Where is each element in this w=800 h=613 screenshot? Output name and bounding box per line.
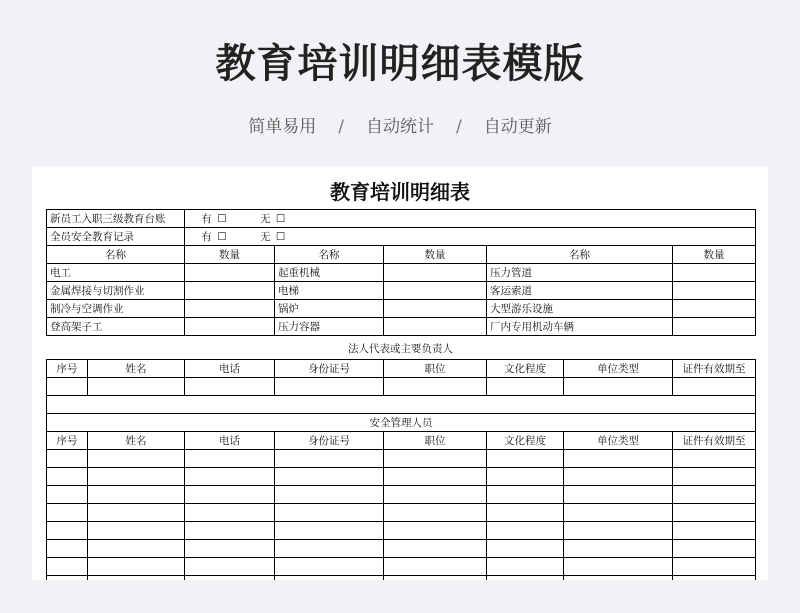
cell[interactable] (564, 522, 673, 540)
cell[interactable] (564, 558, 673, 576)
equipment-qty[interactable] (185, 300, 275, 318)
equipment-qty[interactable] (384, 264, 487, 282)
cell[interactable] (275, 468, 384, 486)
equipment-name: 锅炉 (275, 300, 384, 318)
feature-easy: 简单易用 (248, 117, 317, 137)
header-cell: 序号 (47, 432, 88, 450)
cell[interactable] (275, 450, 384, 468)
header-cell: 身份证号 (275, 432, 384, 450)
legal-header-row (47, 360, 756, 378)
header-cell: 身份证号 (275, 360, 384, 378)
option-yes-label: 有 (201, 212, 212, 225)
cell[interactable] (487, 468, 564, 486)
cell[interactable] (673, 558, 756, 576)
cell[interactable] (384, 558, 487, 576)
header-cell: 文化程度 (487, 360, 564, 378)
spacer-cell (47, 396, 756, 414)
cell[interactable] (487, 540, 564, 558)
cell[interactable] (673, 468, 756, 486)
equipment-name: 压力容器 (275, 318, 384, 336)
equipment-name: 压力管道 (487, 264, 673, 282)
checkbox-yes[interactable]: ☐ (217, 230, 227, 243)
page-title: 教育培训明细表模版 (215, 41, 585, 87)
cell[interactable] (185, 522, 275, 540)
table-row (47, 450, 756, 468)
header-cell: 电话 (185, 360, 275, 378)
equipment-name: 金属焊接与切割作业 (47, 282, 185, 300)
cell[interactable] (487, 378, 564, 396)
cell[interactable] (275, 522, 384, 540)
cell[interactable] (384, 540, 487, 558)
table-row (47, 558, 756, 576)
cell[interactable] (384, 504, 487, 522)
equipment-qty[interactable] (673, 300, 756, 318)
equipment-name: 客运索道 (487, 282, 673, 300)
cell[interactable] (384, 486, 487, 504)
record-row (47, 228, 756, 246)
header-cell: 名称 (275, 246, 384, 264)
cell[interactable] (185, 576, 275, 581)
equipment-qty[interactable] (185, 318, 275, 336)
cell[interactable] (88, 486, 185, 504)
cell[interactable] (487, 504, 564, 522)
equipment-qty[interactable] (673, 318, 756, 336)
header-cell: 姓名 (88, 432, 185, 450)
equipment-name: 制冷与空调作业 (47, 300, 185, 318)
table-row (47, 540, 756, 558)
record-label: 全员安全教育记录 (47, 228, 185, 246)
record-options (185, 210, 756, 228)
cell[interactable] (487, 576, 564, 581)
cell[interactable] (673, 540, 756, 558)
cell[interactable] (384, 378, 487, 396)
cell[interactable] (185, 378, 275, 396)
safety-header-row (47, 432, 756, 450)
header-cell: 单位类型 (564, 360, 673, 378)
cell[interactable] (47, 450, 88, 468)
safety-section-row (47, 414, 756, 432)
cell[interactable] (185, 540, 275, 558)
table-row (47, 504, 756, 522)
equipment-row (47, 264, 756, 282)
equipment-name: 电梯 (275, 282, 384, 300)
option-yes-label: 有 (201, 230, 212, 243)
spacer-row (47, 396, 756, 414)
cell[interactable] (47, 576, 88, 581)
table-row (47, 522, 756, 540)
safety-section-title: 安全管理人员 (47, 414, 756, 432)
cell[interactable] (88, 576, 185, 581)
header-cell: 姓名 (88, 360, 185, 378)
cell[interactable] (88, 540, 185, 558)
cell[interactable] (384, 468, 487, 486)
cell[interactable] (185, 468, 275, 486)
checkbox-no[interactable]: ☐ (275, 230, 286, 243)
record-label: 新员工入职三级教育台账 (47, 210, 185, 228)
equipment-qty[interactable] (185, 264, 275, 282)
legal-section-title: 法人代表或主要负责人 (348, 343, 453, 355)
equipment-qty[interactable] (384, 282, 487, 300)
equipment-qty[interactable] (384, 300, 487, 318)
cell[interactable] (384, 576, 487, 581)
cell[interactable] (564, 576, 673, 581)
personnel-table (46, 359, 756, 580)
cell[interactable] (47, 558, 88, 576)
table-row (47, 468, 756, 486)
cell[interactable] (185, 486, 275, 504)
cell[interactable] (487, 450, 564, 468)
equipment-name: 大型游乐设施 (487, 300, 673, 318)
cell[interactable] (275, 540, 384, 558)
sheet-title: 教育培训明细表 (330, 180, 470, 204)
header-cell: 数量 (185, 246, 275, 264)
equipment-name: 电工 (47, 264, 185, 282)
cell[interactable] (47, 468, 88, 486)
feature-auto-update: 自动更新 (483, 117, 552, 137)
cell[interactable] (673, 450, 756, 468)
cell[interactable] (47, 504, 88, 522)
header-cell: 名称 (47, 246, 185, 264)
cell[interactable] (673, 522, 756, 540)
cell[interactable] (564, 378, 673, 396)
cell[interactable] (487, 522, 564, 540)
equipment-name: 厂内专用机动车辆 (487, 318, 673, 336)
equipment-row (47, 318, 756, 336)
feature-list (0, 112, 800, 137)
table-row (47, 378, 756, 396)
option-no-label: 无 (260, 230, 271, 243)
cell[interactable] (673, 576, 756, 581)
cell[interactable] (564, 540, 673, 558)
cell[interactable] (673, 378, 756, 396)
cell[interactable] (564, 450, 673, 468)
cell[interactable] (185, 558, 275, 576)
cell[interactable] (384, 522, 487, 540)
header-cell: 电话 (185, 432, 275, 450)
cell[interactable] (275, 576, 384, 581)
cell[interactable] (384, 450, 487, 468)
checkbox-no[interactable]: ☐ (275, 212, 286, 225)
cell[interactable] (88, 504, 185, 522)
equipment-row (47, 282, 756, 300)
header-cell: 名称 (487, 246, 673, 264)
equipment-name: 起重机械 (275, 264, 384, 282)
cell[interactable] (88, 522, 185, 540)
separator: / (456, 117, 462, 137)
cell[interactable] (564, 468, 673, 486)
equipment-qty[interactable] (185, 282, 275, 300)
cell[interactable] (185, 450, 275, 468)
cell[interactable] (47, 486, 88, 504)
header-cell: 证件有效期至 (673, 360, 756, 378)
cell[interactable] (487, 486, 564, 504)
cell[interactable] (673, 486, 756, 504)
equipment-qty[interactable] (673, 264, 756, 282)
option-no-label: 无 (260, 212, 271, 225)
training-records-table (46, 209, 756, 336)
header-cell: 单位类型 (564, 432, 673, 450)
cell[interactable] (275, 378, 384, 396)
equipment-row (47, 300, 756, 318)
equipment-header-row (47, 246, 756, 264)
header-cell: 证件有效期至 (673, 432, 756, 450)
checkbox-yes[interactable]: ☐ (217, 212, 227, 225)
table-row (47, 576, 756, 581)
equipment-name: 登高架子工 (47, 318, 185, 336)
header-cell: 数量 (673, 246, 756, 264)
feature-auto-stat: 自动统计 (366, 117, 434, 137)
cell[interactable] (564, 486, 673, 504)
record-row (47, 210, 756, 228)
equipment-qty[interactable] (384, 318, 487, 336)
cell[interactable] (564, 504, 673, 522)
cell[interactable] (88, 450, 185, 468)
header-cell: 序号 (47, 360, 88, 378)
cell[interactable] (47, 540, 88, 558)
header-cell: 职位 (384, 432, 487, 450)
record-options (185, 228, 756, 246)
cell[interactable] (673, 504, 756, 522)
header-cell: 数量 (384, 246, 487, 264)
header-cell: 文化程度 (487, 432, 564, 450)
table-row (47, 486, 756, 504)
cell[interactable] (275, 558, 384, 576)
cell[interactable] (88, 558, 185, 576)
header-cell: 职位 (384, 360, 487, 378)
separator: / (338, 117, 344, 137)
cell[interactable] (275, 504, 384, 522)
cell[interactable] (487, 558, 564, 576)
cell[interactable] (88, 468, 185, 486)
cell[interactable] (185, 504, 275, 522)
cell[interactable] (47, 378, 88, 396)
cell[interactable] (47, 522, 88, 540)
equipment-qty[interactable] (673, 282, 756, 300)
cell[interactable] (88, 378, 185, 396)
training-sheet (32, 166, 768, 580)
cell[interactable] (275, 486, 384, 504)
